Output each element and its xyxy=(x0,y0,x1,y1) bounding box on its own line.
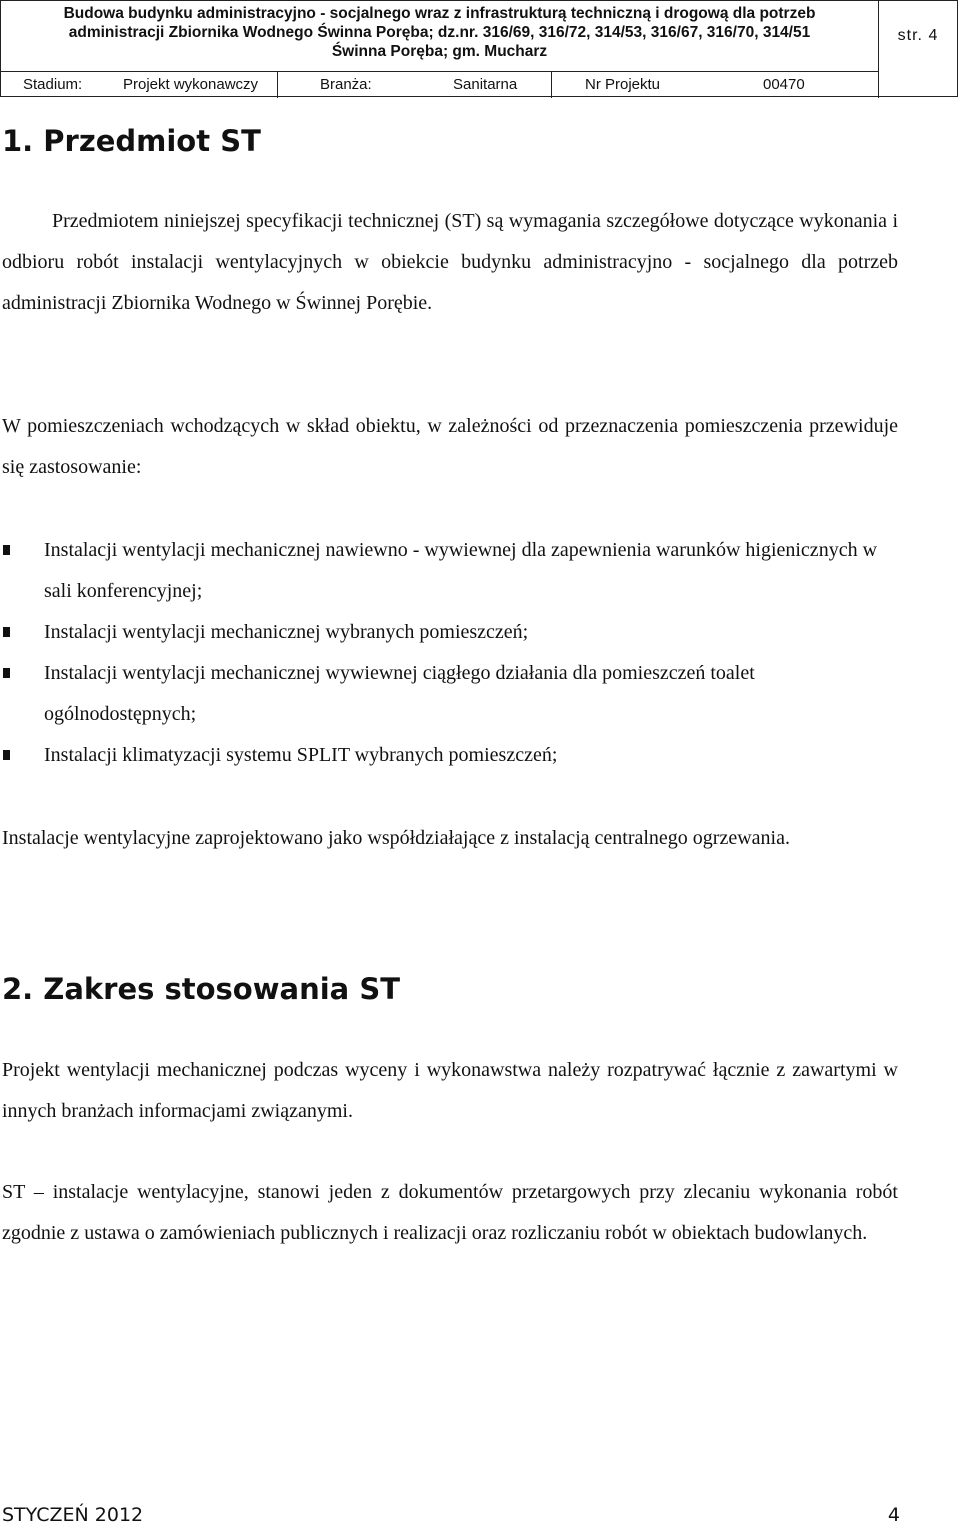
projekt-value: 00470 xyxy=(763,76,805,93)
projekt-label: Nr Projektu xyxy=(585,76,661,93)
list-item: Instalacji wentylacji mechanicznej nawiewno - wywiewnej dla zapewnienia warunków higienicznych w sali konferencyjnej; xyxy=(0,530,900,612)
stadium-value: Projekt wykonawczy xyxy=(123,76,259,93)
list-item: Instalacji wentylacji mechanicznej wybranych pomieszczeń; xyxy=(0,612,900,653)
footer-page-number: 4 xyxy=(887,1504,900,1526)
header-divider xyxy=(277,72,278,98)
paragraph: Przedmiotem niniejszej specyfikacji technicznej (ST) są wymagania szczegółowe dotyczące wykonania i odbioru robót instalacji wentylacyjnych w obiekcie budynku administracyjno - socjalnego dla potrzeb administracji Zbiornika Wodnego w Świnnej Porębie. xyxy=(2,210,898,314)
header-title-line: administracji Zbiornika Wodnego Świnna Poręba; dz.nr. 316/69, 316/72, 314/53, 316/67, 316/70, 314/51 xyxy=(68,24,811,41)
document-header xyxy=(0,0,958,97)
paragraph: W pomieszczeniach wchodzących w skład obiektu, w zależności od przeznaczenia pomieszczenia przewiduje się zastosowanie: xyxy=(2,415,898,478)
square-bullet-icon xyxy=(3,627,10,637)
branza-value: Sanitarna xyxy=(453,76,518,93)
stadium-label: Stadium: xyxy=(23,76,83,93)
square-bullet-icon xyxy=(3,750,10,760)
bullet-list xyxy=(0,530,900,776)
branza-label: Branża: xyxy=(320,76,372,93)
header-title-line: Świnna Poręba; gm. Mucharz xyxy=(331,43,548,60)
header-page-label: str. 4 xyxy=(897,27,939,44)
header-info-row xyxy=(1,71,879,98)
header-divider xyxy=(551,72,552,98)
paragraph: Instalacje wentylacyjne zaprojektowano jako współdziałające z instalacją centralnego ogrzewania. xyxy=(2,827,790,849)
list-item: Instalacji klimatyzacji systemu SPLIT wybranych pomieszczeń; xyxy=(0,735,900,776)
list-item: Instalacji wentylacji mechanicznej wywiewnej ciągłego działania dla pomieszczeń toalet ogólnodostępnych; xyxy=(0,653,900,735)
section-heading: 2. Zakres stosowania ST xyxy=(2,972,401,1006)
square-bullet-icon xyxy=(3,545,10,555)
header-title xyxy=(1,1,879,71)
paragraph: ST – instalacje wentylacyjne, stanowi jeden z dokumentów przetargowych przy zlecaniu wykonania robót zgodnie z ustawa o zamówieniach publicznych i realizacji oraz rozliczaniu robót w obiektach budowlanych. xyxy=(2,1181,898,1244)
section-heading: 1. Przedmiot ST xyxy=(2,124,261,158)
paragraph: Projekt wentylacji mechanicznej podczas wyceny i wykonawstwa należy rozpatrywać łącznie z zawartymi w innych branżach informacjami związanymi. xyxy=(2,1059,898,1122)
footer-date: STYCZEŃ 2012 xyxy=(2,1504,144,1526)
square-bullet-icon xyxy=(3,668,10,678)
header-title-line: Budowa budynku administracyjno - socjalnego wraz z infrastrukturą techniczną i drogową dla potrzeb xyxy=(63,5,816,22)
